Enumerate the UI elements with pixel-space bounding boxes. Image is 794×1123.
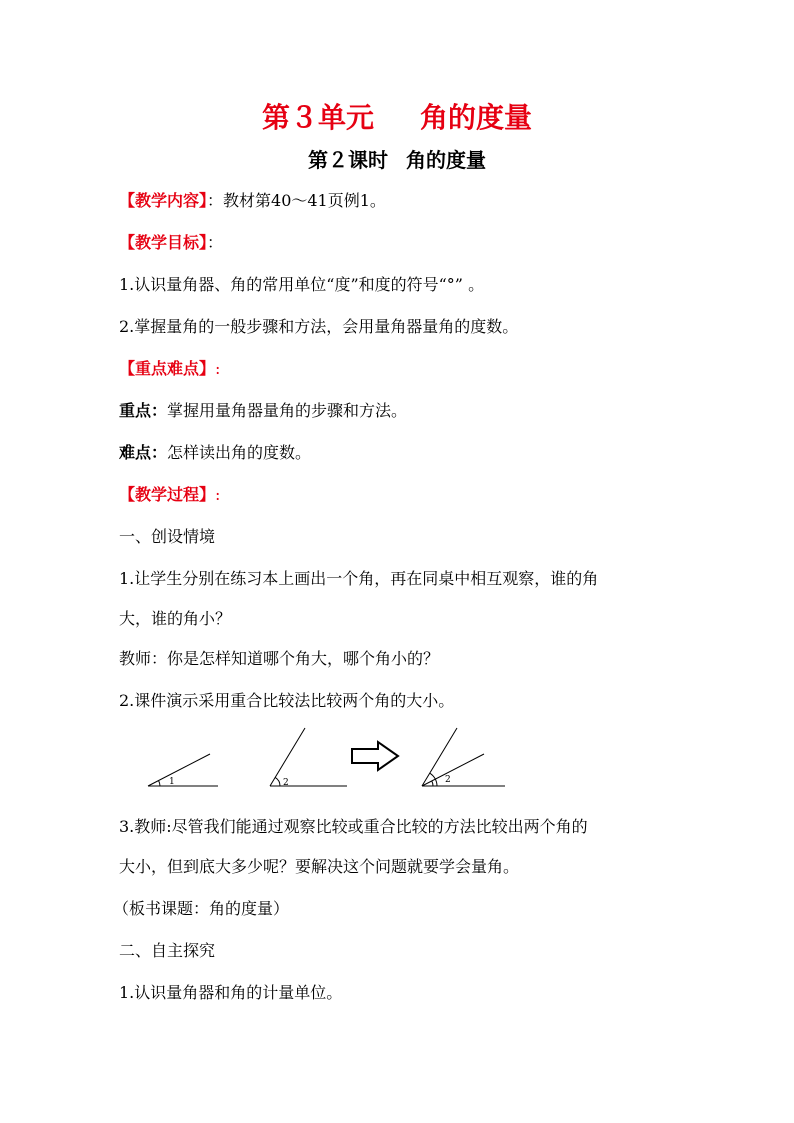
item-3-line-1-text: 3.教师:尽管我们能通过观察比较或重合比较的方法比较出两个角的 — [119, 817, 588, 836]
teaching-goals-label: 【教学目标】 — [119, 233, 208, 252]
teaching-process-text: : — [215, 485, 221, 504]
teaching-content-text: ：教材第40～41页例1。 — [207, 191, 386, 210]
goal-2-text: 2.掌握量角的一般步骤和方法，会用量角器量角的度数。 — [119, 317, 519, 336]
teaching-content — [119, 190, 386, 212]
lesson-title — [0, 146, 794, 174]
hollow-arrow-icon — [352, 742, 398, 770]
step-two-heading — [119, 940, 215, 962]
overlap-angle-label: 2 — [445, 775, 451, 785]
unit-name: 角的度量 — [420, 101, 533, 134]
key-point-text: 掌握用量角器量角的步骤和方法。 — [167, 401, 408, 420]
overlapped-angles — [422, 728, 505, 786]
key-difficulty-label: 【重点难点】 — [119, 359, 216, 378]
key-point — [119, 400, 407, 422]
key-difficulty — [119, 358, 220, 380]
angle-2-label: 2 — [283, 778, 289, 788]
teacher-question-text: 教师：你是怎样知道哪个角大，哪个角小的？ — [119, 649, 440, 668]
board-note-text: （板书课题：角的度量） — [113, 899, 290, 918]
difficulty-label: 难点： — [119, 443, 168, 462]
item-3-line-2 — [119, 856, 519, 878]
item-4-text: 1.认识量角器和角的计量单位。 — [119, 983, 343, 1002]
goal-1 — [119, 274, 484, 296]
difficulty-text: 怎样读出角的度数。 — [167, 443, 312, 462]
teacher-question — [119, 648, 439, 670]
teaching-process — [119, 484, 220, 506]
teaching-process-label: 【教学过程】 — [119, 485, 216, 504]
goal-1-text: 1.认识量角器、角的常用单位“度”和度的符号“°” 。 — [119, 275, 485, 294]
step-one-heading — [119, 526, 215, 548]
item-1-line-2 — [119, 608, 231, 630]
item-2 — [119, 690, 454, 712]
angle-1-label: 1 — [169, 777, 175, 787]
step-two-heading-text: 二、自主探究 — [119, 941, 216, 960]
item-3-line-2-text: 大小，但到底大多少呢？要解决这个问题就要学会量角。 — [119, 857, 520, 876]
difficulty — [119, 442, 311, 464]
teaching-goals — [119, 232, 223, 254]
teaching-goals-text: ： — [207, 233, 224, 252]
angle-2 — [270, 728, 347, 786]
board-note — [113, 898, 289, 920]
lesson-name: 角的度量 — [406, 148, 486, 172]
item-2-text: 2.课件演示采用重合比较法比较两个角的大小。 — [119, 691, 455, 710]
item-1-line-1 — [119, 568, 598, 590]
unit-number: 第３单元 — [261, 101, 374, 134]
teaching-content-label: 【教学内容】 — [119, 191, 208, 210]
key-difficulty-text: : — [215, 359, 221, 378]
key-point-label: 重点： — [119, 401, 168, 420]
item-4 — [119, 982, 342, 1004]
angle-1 — [148, 754, 218, 786]
item-3-line-1 — [119, 816, 588, 838]
angle-comparison-figure — [140, 722, 600, 800]
item-1-line-1-text: 1.让学生分别在练习本上画出一个角，再在同桌中相互观察，谁的角 — [119, 569, 599, 588]
lesson-number: 第２课时 — [308, 148, 388, 172]
goal-2 — [119, 316, 518, 338]
item-1-line-2-text: 大，谁的角小？ — [119, 609, 232, 628]
step-one-heading-text: 一、创设情境 — [119, 527, 216, 546]
unit-title — [0, 100, 794, 136]
